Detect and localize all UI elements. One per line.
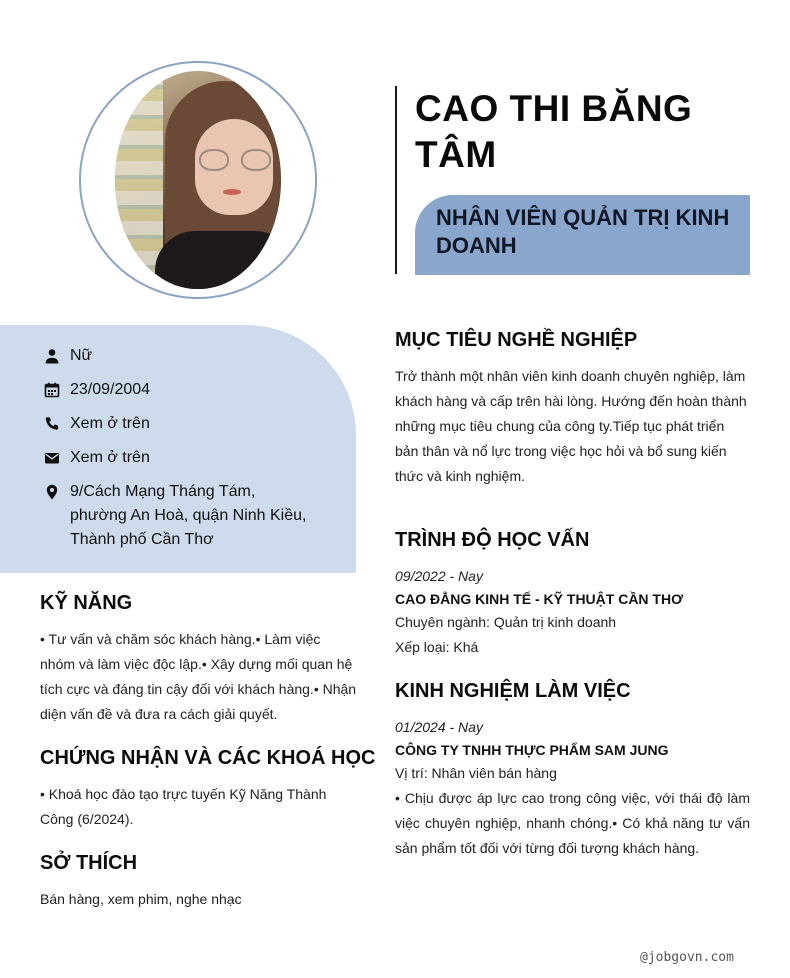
experience-position: Vị trí: Nhân viên bán hàng bbox=[395, 765, 557, 781]
education-school: CAO ĐẲNG KINH TẾ - KỸ THUẬT CẦN THƠ bbox=[395, 591, 684, 607]
objective-title: MỤC TIÊU NGHỀ NGHIỆP bbox=[395, 329, 638, 351]
objective-text: Trở thành một nhân viên kinh doanh chuyên nghiệp, làm khách hàng và cấp trên hài lòng. Hướng đến hoàn thành những mục tiêu chung của công ty.Tiếp tục phát triển bản thân và nổ lực trong việc học hỏi và bổ sung kiến thức và kinh nghiệm. bbox=[395, 368, 747, 484]
education-title: TRÌNH ĐỘ HỌC VẤN bbox=[395, 529, 590, 551]
experience-company: CÔNG TY TNHH THỰC PHẨM SAM JUNG bbox=[395, 742, 669, 758]
hobbies-title: SỞ THÍCH bbox=[40, 852, 138, 874]
education-rank: Xếp loại: Khá bbox=[395, 639, 479, 655]
phone-value: Xem ở trên bbox=[70, 415, 150, 432]
experience-text: • Chịu được áp lực cao trong công việc, với thái độ làm việc chuyên nghiệp, nhanh chóng.• Có khả năng tư vấn sản phẩm tốt đối với từng đối tượng khách hàng. bbox=[395, 790, 750, 856]
contact-gender bbox=[44, 344, 92, 368]
contact-birthdate bbox=[44, 378, 150, 402]
person-icon bbox=[44, 344, 60, 368]
calendar-icon bbox=[44, 378, 60, 402]
job-role: NHÂN VIÊN QUẢN TRỊ KINH DOANH bbox=[436, 205, 730, 258]
gender-value: Nữ bbox=[70, 347, 93, 364]
certificates-title: CHỨNG NHẬN VÀ CÁC KHOÁ HỌC bbox=[40, 747, 376, 769]
role-banner bbox=[415, 195, 750, 275]
education-date: 09/2022 - Nay bbox=[395, 568, 483, 584]
watermark: @jobgovn.com bbox=[640, 950, 734, 965]
skills-title: KỸ NĂNG bbox=[40, 592, 133, 614]
birthdate-value: 23/09/2004 bbox=[70, 381, 151, 398]
hobbies-text: Bán hàng, xem phim, nghe nhạc bbox=[40, 891, 242, 907]
candidate-name: CAO THI BĂNG TÂM bbox=[415, 88, 693, 175]
address-value: 9/Cách Mạng Tháng Tám, phường An Hoà, quận Ninh Kiều, Thành phố Cần Thơ bbox=[70, 483, 307, 548]
name-divider bbox=[395, 86, 397, 274]
email-value: Xem ở trên bbox=[70, 449, 150, 466]
mail-icon bbox=[44, 446, 60, 470]
phone-icon bbox=[44, 412, 60, 436]
experience-title: KINH NGHIỆM LÀM VIỆC bbox=[395, 680, 631, 702]
avatar-photo bbox=[115, 71, 281, 289]
contact-phone bbox=[44, 412, 150, 436]
contact-email bbox=[44, 446, 150, 470]
contact-address bbox=[44, 480, 314, 552]
location-pin-icon bbox=[44, 480, 60, 504]
experience-date: 01/2024 - Nay bbox=[395, 719, 483, 735]
certificates-text: • Khoá học đào tạo trực tuyến Kỹ Năng Thành Công (6/2024). bbox=[40, 786, 327, 827]
education-major: Chuyên ngành: Quản trị kinh doanh bbox=[395, 614, 617, 630]
skills-text: • Tư vấn và chăm sóc khách hàng.• Làm việc nhóm và làm việc độc lập.• Xây dựng mối quan hệ tích cực và đáng tin cậy đối với khách hàng.• Nhận diện vấn đề và đưa ra cách giải quyết. bbox=[40, 631, 357, 722]
avatar-frame bbox=[79, 61, 317, 299]
